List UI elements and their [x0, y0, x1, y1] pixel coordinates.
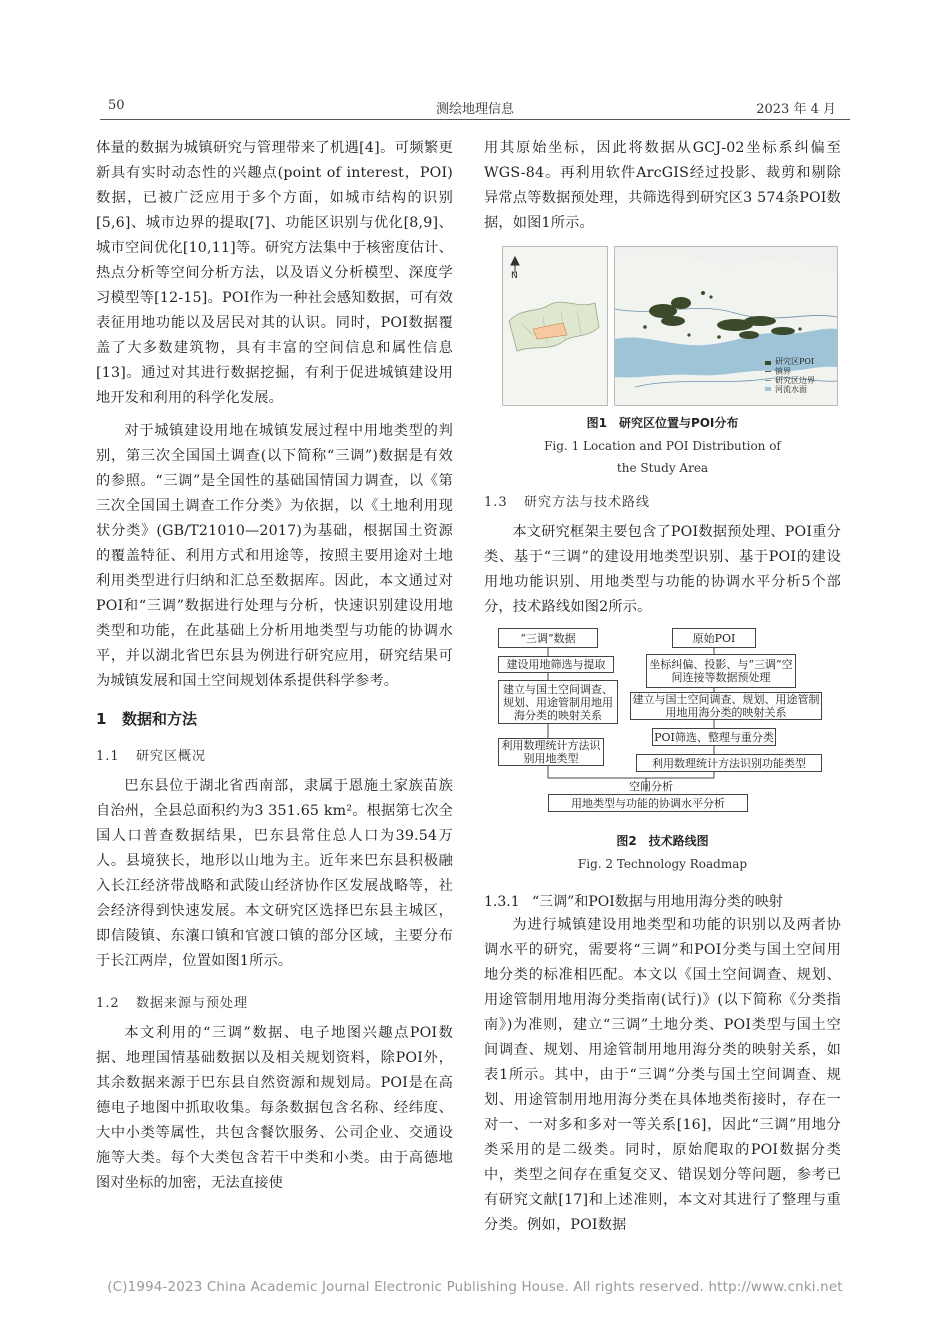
legend-item: 河流水面: [775, 385, 807, 394]
paragraph: 本文研究框架主要包含了POI数据预处理、POI重分类、基于“三调”的建设用地类型识别、基于POI的建设用地功能识别、用地类型与功能的协调水平分析5个部分，技术路线如图2所示。: [484, 524, 841, 615]
figure-title: 技术路线图: [648, 834, 709, 848]
figure-2: [496, 628, 832, 830]
paragraph: 巴东县位于湖北省西南部，隶属于恩施土家族苗族自治州，全县总面积约为3 351.65 km²。根据第七次全国人口普查数据结果，巴东县常住总人口为39.54万人。县境狭长，地形以山地为主。近年来巴东县积极融入长江经济带战略和武陵山经济协作区发展战略等，社会经济得到快速发展。本文研究区选择巴东县主城区，即信陵镇、东瀼口镇和官渡口镇的部分区域，主要分布于长江两岸，位置如图1所示。: [96, 778, 453, 969]
figure-number: 图2: [616, 834, 637, 848]
subsection-heading: [96, 745, 453, 764]
subsubsection-title: “三调”和POI数据与用地用海分类的映射: [532, 894, 783, 910]
flow-box-sandiao-data: “三调”数据: [498, 628, 598, 648]
county-map-graphic: [503, 247, 607, 405]
issue-date: 2023 年 4 月: [756, 102, 836, 117]
paragraph: 体量的数据为城镇研究与管理带来了机遇[4]。可频繁更新具有实时动态性的兴趣点(point of interest，POI)数据，已被广泛应用于多个方面，如城市结构的识别[5,6]、城市边界的提取[7]、功能区识别与优化[8,9]、城市空间优化[10,11]等。研究方法集中于核密度估计、热点分析等空间分析方法，以及语义分析模型、深度学习模型等[12-15]。POI作为一种社会感知数据，可有效表征用地功能以及居民对其的认识。同时，POI数据覆盖了大多数建筑物，具有丰富的空间信息和属性信息[13]。通过对其进行数据挖掘，有利于促进城镇建设用地开发和利用的科学化发展。: [96, 140, 453, 406]
paragraph: 为进行城镇建设用地类型和功能的识别以及两者协调水平的研究，需要将“三调”和POI分类与国土空间用地分类的标准相匹配。本文以《国土空间调查、规划、用途管制用地用海分类指南(试行)》(以下简称《分类指南》)为准则，建立“三调”土地分类、POI类型与国土空间调查、规划、用途管制用地用海分类的映射关系，如表1所示。其中，由于“三调”分类与国土空间调查、规划、用途管制用地用海分类在具体地类衔接时，存在一对一、一对多和多对一等关系[16]，因此“三调”用地分类采用的是二级类。同时，原始爬取的POI数据分类中，类型之间存在重复交叉、错误划分等问题，参考已有研究文献[17]和上述准则，本文对其进行了整理与重分类。例如，POI数据: [484, 917, 841, 1233]
location-map: [502, 246, 608, 406]
flow-box-identify-function: 利用数理统计方法识别功能类型: [636, 754, 822, 772]
flow-box-land-extraction: 建设用地筛选与提取: [498, 656, 614, 673]
subsection-heading: [484, 491, 841, 510]
flow-label-spatial-analysis: 空间分析: [629, 779, 673, 793]
flow-box-poi-mapping: 建立与国土空间调查、规划、用途管制用地用海分类的映射关系: [630, 692, 822, 720]
flow-box-poi-preprocess: 坐标纠偏、投影、与“三调”空间连接等数据预处理: [646, 654, 796, 688]
flow-box-coordination-analysis: 用地类型与功能的协调水平分析: [548, 794, 748, 812]
figure-caption-en: Fig. 2 Technology Roadmap: [577, 857, 748, 871]
subsection-number: 1.1: [96, 749, 120, 764]
figure-1: [502, 246, 838, 406]
subsubsection-heading: [484, 891, 841, 911]
north-arrow-label: N: [511, 271, 518, 281]
journal-name: 测绘地理信息: [435, 102, 514, 117]
subsection-number: 1.2: [96, 996, 120, 1011]
subsection-number: 1.3: [484, 495, 508, 510]
page-header: [100, 98, 850, 120]
left-column: [96, 136, 453, 1196]
figure-number: 图1: [586, 416, 607, 430]
figure-caption-en: the Study Area: [616, 461, 709, 475]
subsubsection-number: 1.3.1: [484, 894, 520, 910]
figure-caption: [484, 832, 841, 849]
poi-distribution-map: [614, 246, 838, 406]
subsection-title: 数据来源与预处理: [136, 996, 249, 1011]
flow-box-identify-land-type: 利用数理统计方法识别用地类型: [498, 738, 604, 766]
paragraph: 用其原始坐标，因此将数据从GCJ-02坐标系纠偏至WGS-84。再利用软件ArcGIS经过投影、裁剪和剔除异常点等数据预处理，共筛选得到研究区3 574条POI数据，如图1所示。: [484, 140, 841, 231]
subsection-heading: [96, 992, 453, 1011]
flow-box-mapping-relation: 建立与国土空间调查、规划、用途管制用地用海分类的映射关系: [498, 680, 618, 724]
section-title: 数据和方法: [122, 710, 198, 728]
figure-caption: [484, 414, 841, 431]
page-number: 50: [108, 98, 125, 113]
flow-box-raw-poi: 原始POI: [672, 628, 756, 648]
legend-item: 研究区POI: [775, 357, 815, 366]
figure-caption-en: Fig. 1 Location and POI Distribution of: [544, 439, 781, 453]
section-heading: [96, 708, 453, 729]
paragraph: 对于城镇建设用地在城镇发展过程中用地类型的判别，第三次全国国土调查(以下简称“三调”)数据是有效的参照。“三调”是全国性的基础国情国力调查，以《第三次全国国土调查工作分类》为依据，以《土地利用现状分类》(GB/T21010—2017)为基础，根据国土资源的覆盖特征、利用方式和用途等，按照主要用途对土地利用类型进行归纳和汇总至数据库。因此，本文通过对POI和“三调”数据进行处理与分析，快速识别建设用地类型和功能，在此基础上分析用地类型与功能的协调水平，并以湖北省巴东县为例进行研究应用，研究结果可为城镇发展和国土空间规划体系提供科学参考。: [96, 423, 453, 689]
subsection-title: 研究区概况: [136, 749, 207, 764]
legend-item: 镇界: [775, 367, 791, 376]
figure-title: 研究区位置与POI分布: [618, 416, 739, 430]
subsection-title: 研究方法与技术路线: [524, 495, 651, 510]
right-column: [484, 136, 841, 1238]
legend-item: 研究区边界: [775, 376, 815, 385]
flow-box-poi-reclassify: POI筛选、整理与重分类: [652, 728, 776, 746]
header-rule: [100, 119, 850, 120]
copyright-footer: (C)1994-2023 China Academic Journal Electronic Publishing House. All rights reserved. http://www.cnki.net: [107, 1280, 843, 1295]
paragraph: 本文利用的“三调”数据、电子地图兴趣点POI数据、地理国情基础数据以及相关规划资料，除POI外，其余数据来源于巴东县自然资源和规划局。POI是在高德电子地图中抓取收集。每条数据包含名称、经纬度、大中小类等属性，共包含餐饮服务、公司企业、交通设施等大类。每个大类包含若干中类和小类。由于高德地图对坐标的加密，无法直接使: [96, 1025, 453, 1191]
section-number: 1: [96, 710, 107, 728]
